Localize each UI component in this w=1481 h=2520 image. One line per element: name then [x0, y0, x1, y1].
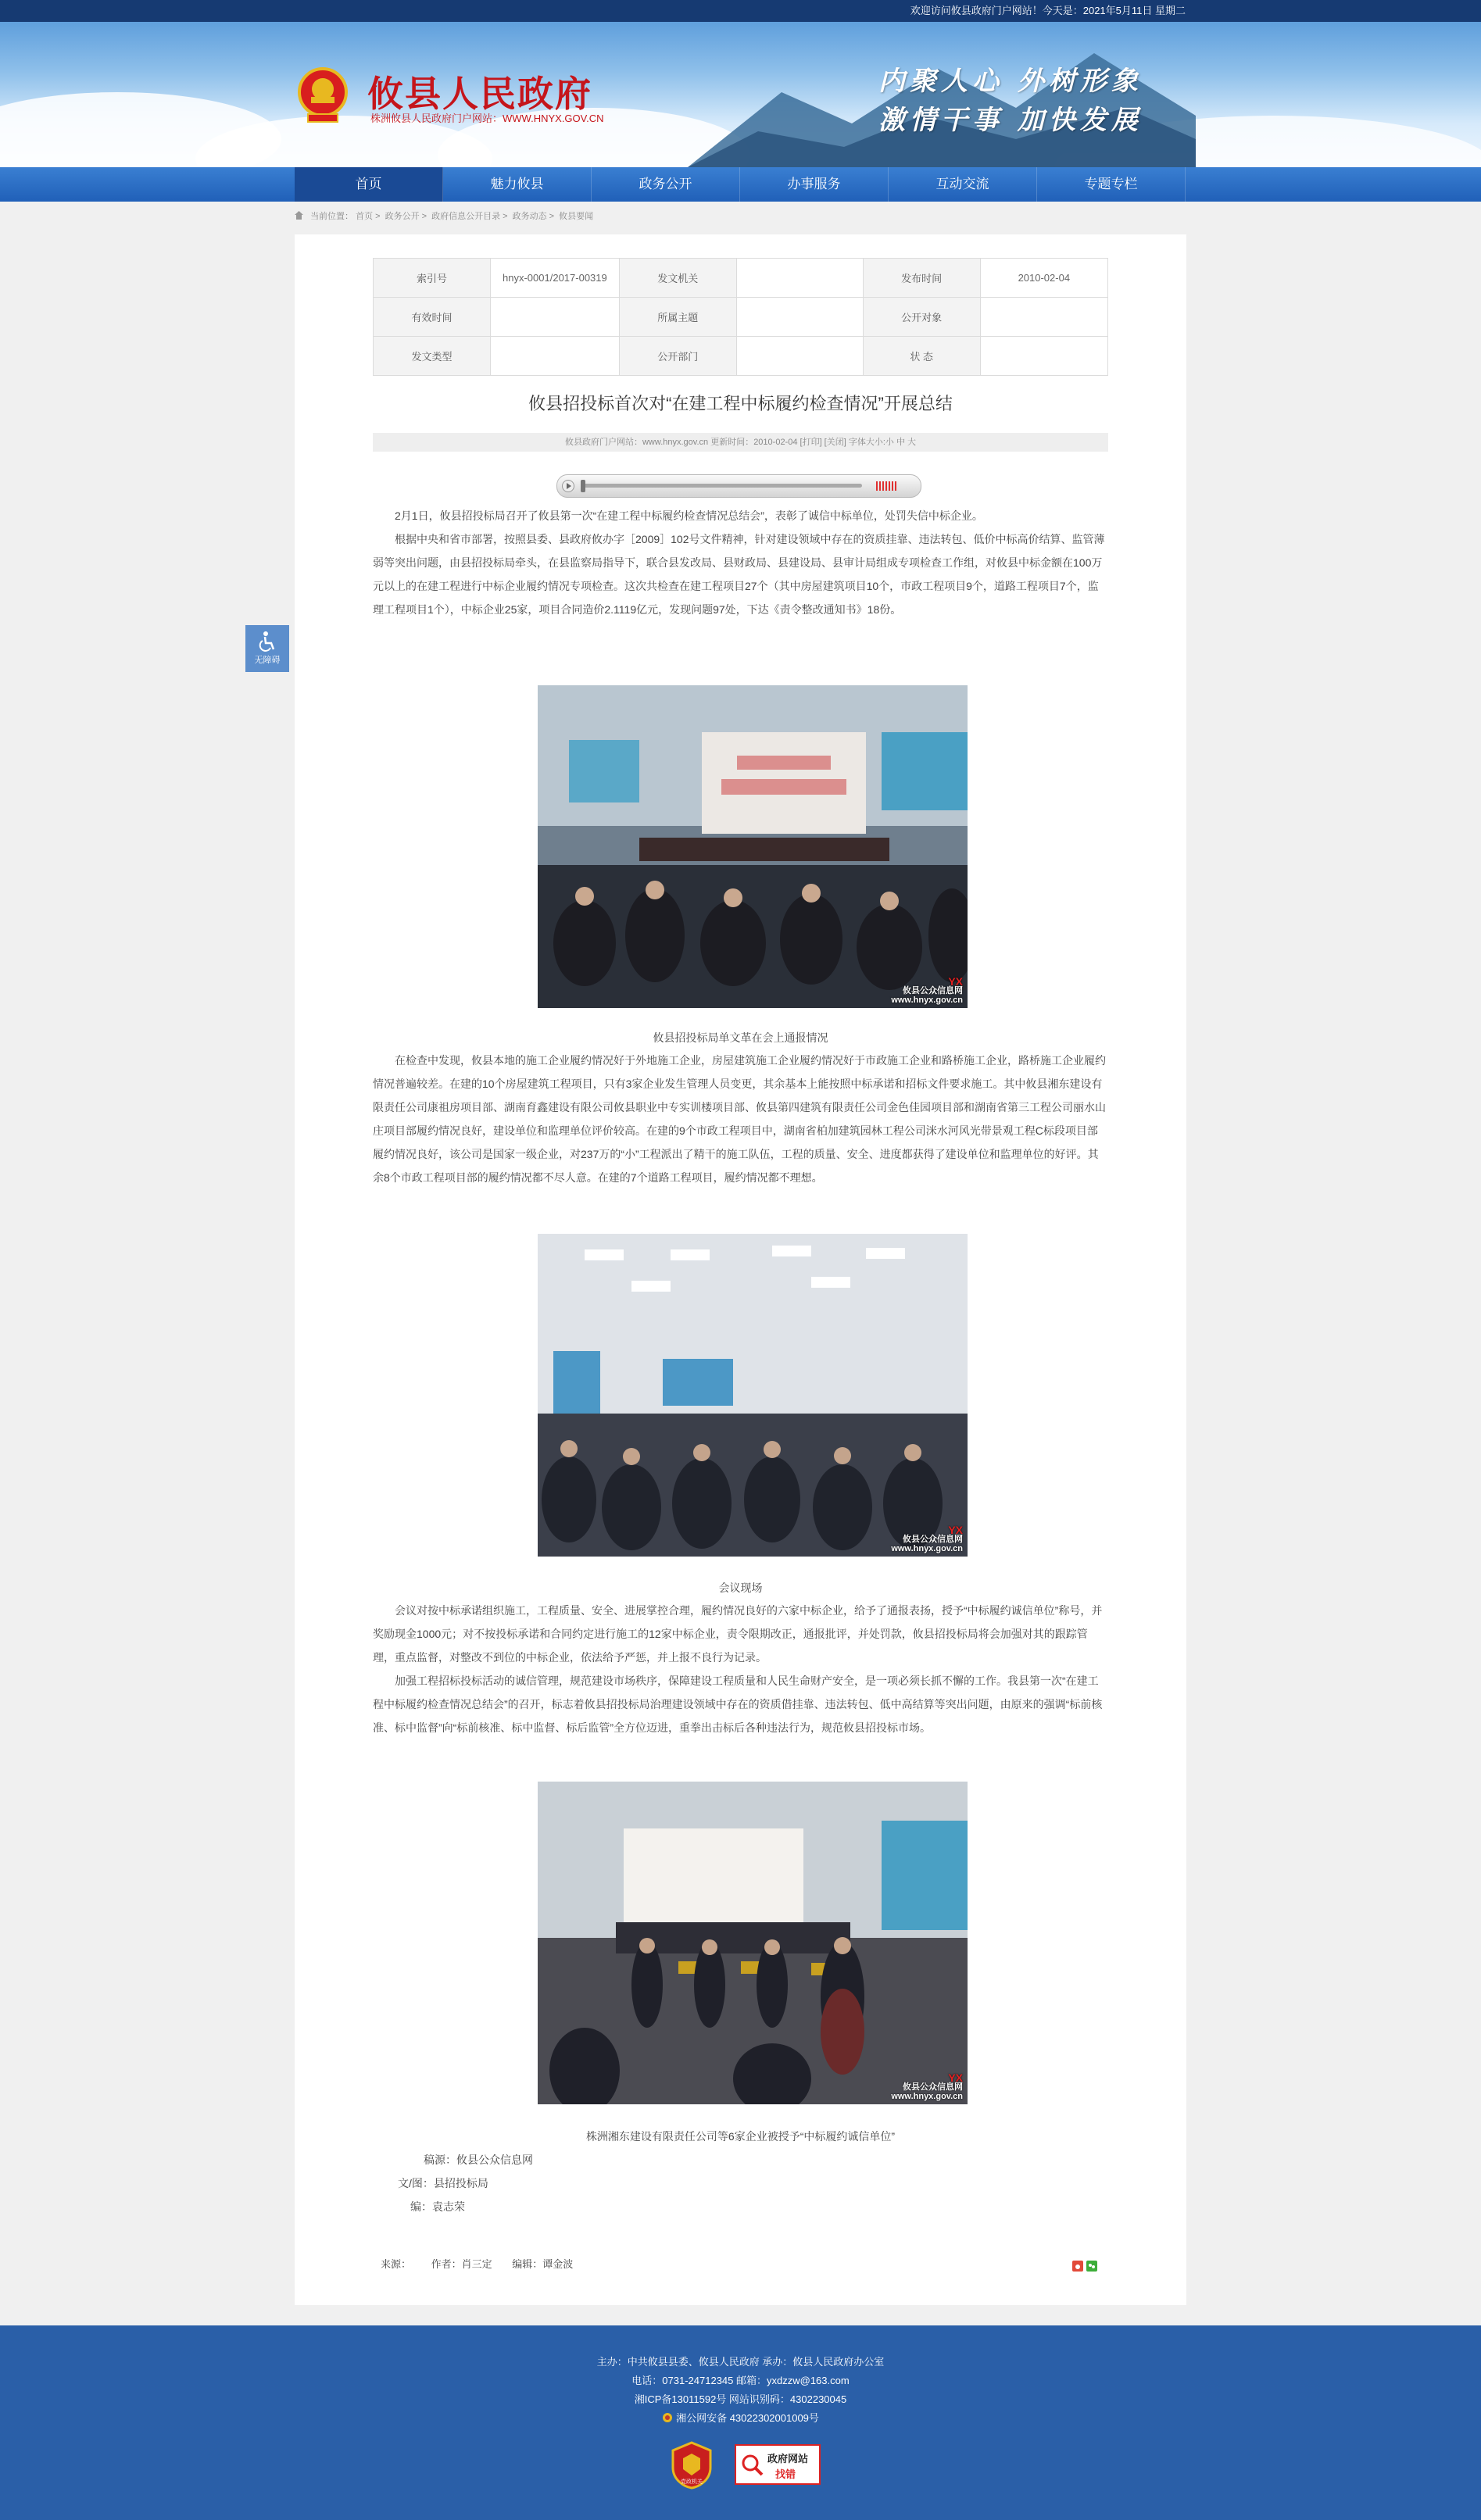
breadcrumb-item[interactable]: 首页: [356, 212, 374, 221]
watermark-logo-icon: YX: [948, 2071, 963, 2084]
site-title[interactable]: 攸县人民政府: [367, 73, 592, 115]
audio-progress-track[interactable]: [581, 484, 862, 488]
footer-icp[interactable]: 湘ICP备13011592号 网站识别码：4302230045: [634, 2393, 847, 2405]
meta-value: [736, 259, 863, 298]
photo-watermark: YX 攸县公众信息网 www.hnyx.gov.cn: [891, 975, 963, 1005]
watermark-logo-icon: YX: [948, 1524, 963, 1536]
find-error-badge[interactable]: [735, 2444, 821, 2485]
paragraph: 2月1日，攸县招投标局召开了攸县第一次“在建工程中标履约检查情况总结会”，表彰了诚信中标单位，处罚失信中标企业。: [395, 509, 983, 522]
footer-contact: 电话：0731-24712345 邮箱：yxdzzw@163.com: [631, 2375, 850, 2386]
meta-value: [980, 337, 1107, 376]
paragraph: 在检查中发现，攸县本地的施工企业履约情况好于外地施工企业，房屋建筑施工企业履约情况好于市政施工企业和路桥施工企业，路桥施工企业履约情况普遍较差。在建的10个房屋建筑工程项目，只有3家企业发生管理人员变更，其余基本上能按照中标承诺和招标文件要求施工。其中攸县湘东建设有限责任公司康祖房项目部、湖南育鑫建设有限公司攸县职业中专实训楼项目部、攸县第四建筑有限责任公司金色佳园项目部和湖南省第三工程公司丽水山庄项目部履约情况良好，建设单位和监理单位评价较高。在建的9个市政工程项目中，湖南省柏加建筑园林工程公司洣水河风光带景观工程C标段项目部履约情况良好，该公司是国家一级企业，对237万的“小”工程派出了精干的施工队伍，工程的质量、安全、进度都获得了建设单位和监理单位的好评。其余8个市政工程项目部的履约情况都不尽人意。在建的7个道路工程项目，履约情况都不理想。: [373, 1054, 1106, 1184]
badge-label: 党政机关: [681, 2479, 703, 2485]
meta-row: [374, 259, 1108, 298]
national-emblem-icon: [297, 66, 349, 125]
accessibility-button[interactable]: [245, 625, 289, 672]
audio-progress-handle[interactable]: [581, 480, 585, 492]
paragraph: 会议对按中标承诺组织施工，工程质量、安全、进展掌控合理，履约情况良好的六家中标企业，给予了通报表扬，授予“中标履约诚信单位”称号，并奖励现金1000元；对不按投标承诺和合同约定进行施工的12家中标企业，责令限期改正，通报批评，并处罚款，攸县招投标局将会加强对其的跟踪管理，重点监督，对整改不到位的中标企业，依法给予严惩，并上报不良行为记录。: [373, 1604, 1103, 1664]
credit-source: 稿源：攸县公众信息网: [424, 2154, 533, 2166]
breadcrumb-item[interactable]: 攸县要闻: [559, 212, 594, 221]
meta-row: [374, 298, 1108, 337]
slogan-line-2: 激情干事 加快发展: [878, 105, 1143, 136]
photo-caption-1: 攸县招投标局单文革在会上通报情况: [653, 1031, 828, 1044]
header-banner: [0, 22, 1481, 167]
accessibility-label: 无障碍: [254, 656, 281, 665]
play-icon[interactable]: [562, 480, 574, 492]
article-body-2: [373, 1049, 1108, 1189]
photo-caption-3: 株洲湘东建设有限责任公司等6家企业被授予“中标履约诚信单位”: [585, 2130, 896, 2143]
paragraph: 根据中央和省市部署，按照县委、县政府攸办字［2009］102号文件精神，针对建设领域中存在的资质挂靠、违法转包、低价中标高价结算、监管薄弱等突出问题，由县招投标局牵头，在县监察局指导下，联合县发改局、县财政局、县建设局、县审计局组成专项检查工作组，对攸县中标金额在100万元以上的在建工程进行中标企业履约情况专项检查。这次共检查在建工程项目27个（其中房屋建筑项目10个，市政工程项目9个，道路工程项目7个，监理工程项目1个），中标企业25家，项目合同造价2.1119亿元，发现问题97处，下达《责令整改通知书》18份。: [373, 533, 1105, 616]
share-wechat-icon[interactable]: [1086, 2261, 1097, 2272]
site-footer: [0, 2325, 1481, 2520]
police-badge-icon: [662, 2412, 673, 2423]
photo-watermark: YX 攸县公众信息网 www.hnyx.gov.cn: [891, 1524, 963, 1553]
meta-key: 有效时间: [374, 298, 491, 337]
slogan-line-1: 内聚人心 外树形象: [878, 66, 1143, 97]
meta-value: [736, 337, 863, 376]
nav-list: [295, 167, 1186, 202]
breadcrumb-item[interactable]: 政务动态: [512, 212, 547, 221]
watermark-logo-icon: YX: [948, 975, 963, 988]
article-body-1: [373, 504, 1108, 621]
meta-value: [980, 298, 1107, 337]
meta-key: 发布时间: [863, 259, 980, 298]
nav-item-charm[interactable]: 魅力攸县: [443, 167, 592, 202]
meta-value: 2010-02-04: [980, 259, 1107, 298]
meta-value: [491, 337, 620, 376]
home-icon: [295, 211, 303, 220]
meta-key: 索引号: [374, 259, 491, 298]
footer-author: 作者：肖三定: [431, 2258, 492, 2270]
meta-table: [373, 258, 1108, 376]
welcome-text: 欢迎访问攸县政府门户网站！今天是：2021年5月11日 星期二: [910, 5, 1186, 16]
meta-value: hnyx-0001/2017-00319: [491, 259, 620, 298]
article-body-3: [373, 1599, 1108, 1739]
article-title: 攸县招投标首次对“在建工程中标履约检查情况”开展总结: [528, 394, 953, 413]
meta-key: 发文机关: [619, 259, 736, 298]
credit-author: 文/图：县招投标局: [398, 2177, 488, 2189]
meta-key: 状 态: [863, 337, 980, 376]
credit-editor: 编：袁志荣: [410, 2200, 465, 2213]
site-subtitle: 株洲攸县人民政府门户网站：WWW.HNYX.GOV.CN: [370, 113, 604, 124]
meeting-photo-image: [538, 685, 968, 1008]
photo-caption-2: 会议现场: [718, 1582, 763, 1594]
magnifier-icon: [741, 2454, 764, 2477]
nav-item-topics[interactable]: 专题专栏: [1037, 167, 1186, 202]
award-ceremony-photo-image: [538, 1782, 968, 2104]
wheelchair-icon: [259, 631, 276, 652]
breadcrumb-item[interactable]: 政务公开: [385, 212, 420, 221]
breadcrumb-label: 当前位置：: [310, 212, 354, 221]
meta-key: 所属主题: [619, 298, 736, 337]
meeting-hall-photo-image: [538, 1234, 968, 1557]
footer-editor: 编辑：谭金波: [512, 2258, 574, 2270]
audio-player[interactable]: [556, 474, 921, 498]
badge-subtitle: 找错: [775, 2468, 796, 2480]
footer-sponsor: 主办：中共攸县县委、攸县人民政府 承办：攸县人民政府办公室: [596, 2356, 885, 2368]
nav-item-gov-affairs[interactable]: 政务公开: [592, 167, 740, 202]
article-photo-3: [538, 1782, 968, 2104]
party-government-badge-icon[interactable]: [671, 2441, 712, 2490]
article-footer-meta: [381, 2256, 590, 2271]
meta-value: [736, 298, 863, 337]
nav-item-services[interactable]: 办事服务: [740, 167, 889, 202]
breadcrumb-item[interactable]: 政府信息公开目录: [431, 212, 501, 221]
breadcrumb: 当前位置： 首页 > 政务公开 > 政府信息公开目录 > 政务动态 > 攸县要闻: [295, 209, 593, 223]
article-photo-1: [538, 685, 968, 1008]
badge-title: 政府网站: [767, 2453, 809, 2465]
article-photo-2: [538, 1234, 968, 1557]
meta-key: 公开对象: [863, 298, 980, 337]
share-weibo-icon[interactable]: [1072, 2261, 1083, 2272]
top-bar: [0, 0, 1481, 22]
nav-item-home[interactable]: 首页: [295, 167, 443, 202]
meta-row: [374, 337, 1108, 376]
article-info-bar[interactable]: 攸县政府门户网站：www.hnyx.gov.cn 更新时间：2010-02-04 [打印] [关闭] 字体大小:小 中 大: [373, 433, 1108, 452]
article-panel: [295, 234, 1186, 2305]
meta-key: 公开部门: [619, 337, 736, 376]
footer-police-record[interactable]: 湘公网安备 43022302001009号: [0, 2410, 1481, 2425]
meta-key: 发文类型: [374, 337, 491, 376]
main-nav: [0, 167, 1481, 202]
nav-item-interaction[interactable]: 互动交流: [889, 167, 1037, 202]
paragraph: 加强工程招标投标活动的诚信管理，规范建设市场秩序，保障建设工程质量和人民生命财产安全，是一项必须长抓不懈的工作。我县第一次“在建工程中标履约检查情况总结会”的召开，标志着攸县招投标局治理建设领域中存在的资质借挂靠、违法转包、低中高结算等突出问题，由原来的强调“标前核准、标中监督”向“标前核准、标中监督、标后监管”全方位迈进，重拳出击标后各种违法行为，规范攸县招投标市场。: [373, 1675, 1103, 1734]
meta-value: [491, 298, 620, 337]
volume-icon[interactable]: [876, 481, 898, 491]
footer-source: 来源：: [381, 2258, 412, 2270]
photo-watermark: YX 攸县公众信息网 www.hnyx.gov.cn: [891, 2071, 963, 2101]
